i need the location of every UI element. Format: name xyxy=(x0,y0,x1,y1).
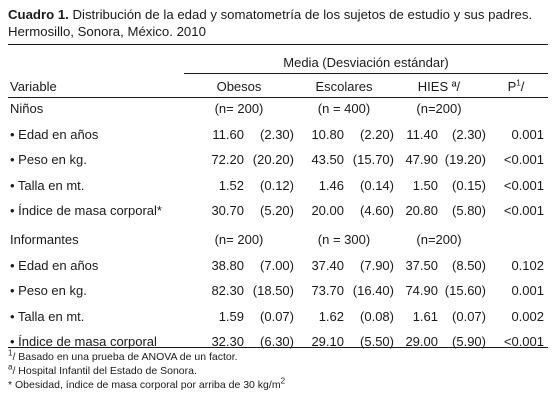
header-p-tail: / xyxy=(520,79,525,94)
table-cell: (0.12) xyxy=(260,178,294,193)
footnote-anova-sup: 1 xyxy=(8,348,13,358)
footnote-obesity xyxy=(8,378,285,392)
table-cell: (8.50) xyxy=(452,258,486,273)
table-cell: 20.80 xyxy=(405,203,438,218)
row-label: • Peso en kg. xyxy=(10,283,87,298)
row-label: • Índice de masa corporal* xyxy=(10,203,162,218)
table-cell: (0.08) xyxy=(360,309,394,324)
table-cell: (18.50) xyxy=(252,283,294,298)
header-escolares: Escolares xyxy=(315,79,373,94)
group-header: Media (Desviación estándar) xyxy=(283,55,449,70)
table-cell: (5.80) xyxy=(452,203,486,218)
footnote-obesity-text: * Obesidad, índice de masa corporal por arriba de 30 kg/m xyxy=(8,379,281,391)
table-cell: (4.60) xyxy=(360,203,394,218)
header-obesos: Obesos xyxy=(216,79,262,94)
row-label: • Índice de masa corporal xyxy=(10,334,157,349)
table-cell: 10.80 xyxy=(311,127,344,142)
top-rule xyxy=(8,44,548,45)
sample-size: (n = 400) xyxy=(317,101,371,116)
table-cell: 29.10 xyxy=(311,334,344,349)
table-cell: (15.60) xyxy=(444,283,486,298)
table-cell: (5.90) xyxy=(452,334,486,349)
table-cell: 1.50 xyxy=(412,178,438,193)
caption-text: Distribución de la edad y somatometría de los sujetos de estudio y sus padres. Hermosillo, Sonora, México. 2010 xyxy=(8,7,533,39)
table-cell: 38.80 xyxy=(211,258,244,273)
table-cell: (0.14) xyxy=(360,178,394,193)
table-cell: (0.07) xyxy=(452,309,486,324)
row-label: • Edad en años xyxy=(10,127,99,142)
sample-size: (n = 300) xyxy=(317,232,371,247)
footnote-obesity-sup: 2 xyxy=(280,376,286,386)
group-rule xyxy=(184,73,548,74)
table-cell: 11.60 xyxy=(212,127,244,142)
table-cell: <0.001 xyxy=(503,334,544,349)
table-cell: 20.00 xyxy=(311,203,344,218)
table-cell: <0.001 xyxy=(503,178,544,193)
table-cell: (6.30) xyxy=(260,334,294,349)
row-label: • Talla en mt. xyxy=(10,178,85,193)
header-p-base: P xyxy=(507,79,517,94)
table-cell: <0.001 xyxy=(503,152,544,167)
table-cell: 74.90 xyxy=(405,283,438,298)
table-cell: 32.30 xyxy=(211,334,244,349)
sample-size: (n= 200) xyxy=(214,232,264,247)
table-cell: 37.50 xyxy=(405,258,438,273)
header-p-sup: 1 xyxy=(516,78,521,88)
table-cell: 1.46 xyxy=(318,178,344,193)
header-rule xyxy=(8,97,548,98)
table-caption xyxy=(8,6,548,40)
table-cell: (16.40) xyxy=(352,283,394,298)
header-p xyxy=(484,79,548,95)
table-cell: 0.001 xyxy=(511,283,544,298)
sample-size: (n=200) xyxy=(416,232,462,247)
table-cell: (19.20) xyxy=(444,152,486,167)
table-cell: 37.40 xyxy=(311,258,344,273)
row-label: • Peso en kg. xyxy=(10,152,87,167)
table-cell: 47.90 xyxy=(405,152,438,167)
table-cell: (7.90) xyxy=(360,258,394,273)
footnote-hospital-text: / Hospital Infantil del Estado de Sonora. xyxy=(12,365,197,377)
table-cell: 30.70 xyxy=(211,203,244,218)
table-cell: 0.102 xyxy=(511,258,544,273)
table-cell: (5.20) xyxy=(260,203,294,218)
footnote-hospital-sup: a xyxy=(8,362,13,372)
table-cell: 72.20 xyxy=(211,152,244,167)
table-cell: (2.30) xyxy=(452,127,486,142)
footnote-hospital xyxy=(8,364,197,378)
row-label: • Talla en mt. xyxy=(10,309,85,324)
table-cell: 0.002 xyxy=(511,309,544,324)
table-cell: (0.15) xyxy=(452,178,486,193)
table-cell: (7.00) xyxy=(260,258,294,273)
table-cell: 0.001 xyxy=(511,127,544,142)
header-hies: HIES ª/ xyxy=(417,79,461,94)
table-cell: (15.70) xyxy=(352,152,394,167)
caption-label: Cuadro 1. xyxy=(8,7,69,22)
table-cell: <0.001 xyxy=(503,203,544,218)
header-variable: Variable xyxy=(10,79,57,94)
table-cell: 43.50 xyxy=(311,152,344,167)
section-title: Informantes xyxy=(10,232,79,247)
sample-size: (n= 200) xyxy=(214,101,264,116)
table-cell: (2.30) xyxy=(260,127,294,142)
table-cell: 82.30 xyxy=(211,283,244,298)
table-cell: 29.00 xyxy=(405,334,438,349)
table-cell: 1.61 xyxy=(412,309,438,324)
bottom-rule xyxy=(8,347,548,348)
table-cell: (0.07) xyxy=(260,309,294,324)
table-cell: 1.52 xyxy=(218,178,244,193)
table-cell: 1.62 xyxy=(318,309,344,324)
sample-size: (n=200) xyxy=(416,101,462,116)
footnote-anova-text: / Basado en una prueba de ANOVA de un factor. xyxy=(12,351,238,363)
footnote-anova xyxy=(8,350,238,364)
table-cell: (20.20) xyxy=(252,152,294,167)
row-label: • Edad en años xyxy=(10,258,99,273)
section-title: Niños xyxy=(10,101,44,116)
table-cell: (5.50) xyxy=(360,334,394,349)
table-cell: 11.40 xyxy=(406,127,438,142)
table-cell: 73.70 xyxy=(311,283,344,298)
table-cell: 1.59 xyxy=(218,309,244,324)
table-cell: (2.20) xyxy=(360,127,394,142)
